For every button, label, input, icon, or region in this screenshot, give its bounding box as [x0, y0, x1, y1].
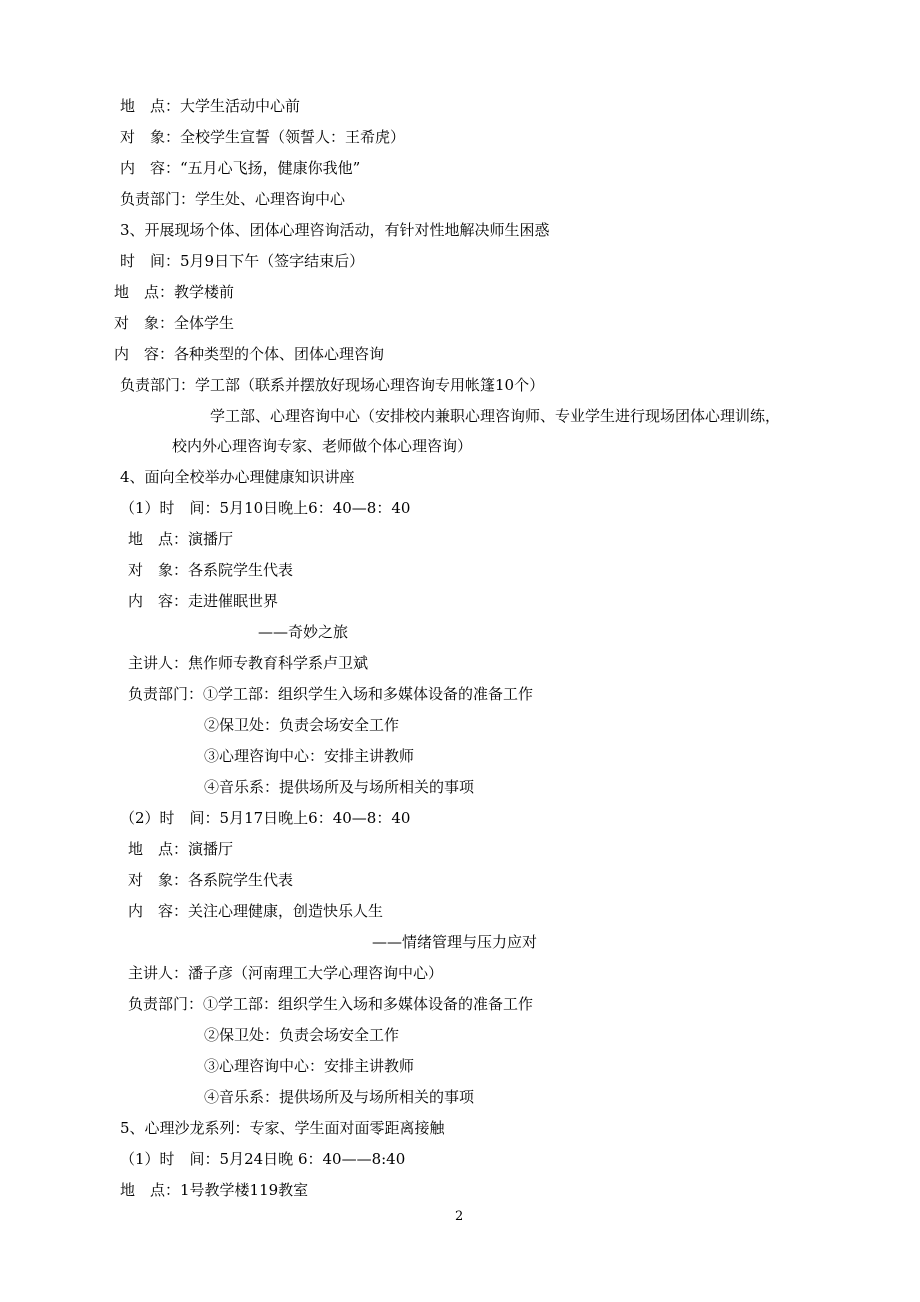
text-line: ④音乐系：提供场所及与场所相关的事项 [204, 778, 475, 796]
text-line: 内 容：各种类型的个体、团体心理咨询 [114, 345, 385, 363]
text-line: 地 点：演播厅 [128, 530, 234, 548]
text-line: ③心理咨询中心：安排主讲教师 [204, 1057, 415, 1075]
text-line: （1）时 间：5月24日晚 6：40——8:40 [120, 1150, 406, 1168]
text-line: 负责部门：学生处、心理咨询中心 [120, 190, 346, 208]
text-line: 对 象：全体学生 [114, 314, 235, 332]
text-line: 校内外心理咨询专家、老师做个体心理咨询） [172, 437, 473, 455]
text-line: 地 点：1号教学楼119教室 [120, 1181, 309, 1199]
section-heading: 4、面向全校举办心理健康知识讲座 [120, 468, 355, 486]
text-line: （2）时 间：5月17日晚上6：40—8：40 [120, 809, 411, 827]
section-heading: 5、心理沙龙系列：专家、学生面对面零距离接触 [120, 1119, 445, 1137]
text-line: 地 点：演播厅 [128, 840, 234, 858]
text-line: 内 容：“五月心飞扬，健康你我他” [120, 159, 361, 177]
page-number: 2 [455, 1209, 464, 1224]
text-line: 内 容：走进催眠世界 [128, 592, 279, 610]
text-line: 时 间：5月9日下午（签字结束后） [120, 252, 365, 270]
text-line: 负责部门：①学工部：组织学生入场和多媒体设备的准备工作 [128, 995, 534, 1013]
text-line: （1）时 间：5月10日晚上6：40—8：40 [120, 499, 411, 517]
subtitle-line: ——奇妙之旅 [258, 623, 349, 641]
text-line: ③心理咨询中心：安排主讲教师 [204, 747, 415, 765]
text-line: 地 点：大学生活动中心前 [120, 97, 301, 115]
text-line: 对 象：各系院学生代表 [128, 561, 294, 579]
text-line: 负责部门：学工部（联系并摆放好现场心理咨询专用帐篷10个） [120, 376, 545, 394]
text-line: 主讲人：焦作师专教育科学系卢卫斌 [128, 654, 369, 672]
text-line: 学工部、心理咨询中心（安排校内兼职心理咨询师、专业学生进行现场团体心理训练， [210, 407, 781, 425]
text-line: 对 象：各系院学生代表 [128, 871, 294, 889]
text-line: ②保卫处：负责会场安全工作 [204, 716, 400, 734]
text-line: 负责部门：①学工部：组织学生入场和多媒体设备的准备工作 [128, 685, 534, 703]
text-line: ②保卫处：负责会场安全工作 [204, 1026, 400, 1044]
section-heading: 3、开展现场个体、团体心理咨询活动，有针对性地解决师生困惑 [120, 221, 550, 239]
text-line: 内 容：关注心理健康，创造快乐人生 [128, 902, 384, 920]
text-line: 主讲人：潘子彦（河南理工大学心理咨询中心） [128, 964, 444, 982]
text-line: ④音乐系：提供场所及与场所相关的事项 [204, 1088, 475, 1106]
text-line: 地 点：教学楼前 [114, 283, 235, 301]
subtitle-line: ——情绪管理与压力应对 [372, 933, 538, 951]
text-line: 对 象：全校学生宣誓（领誓人：王希虎） [120, 128, 406, 146]
